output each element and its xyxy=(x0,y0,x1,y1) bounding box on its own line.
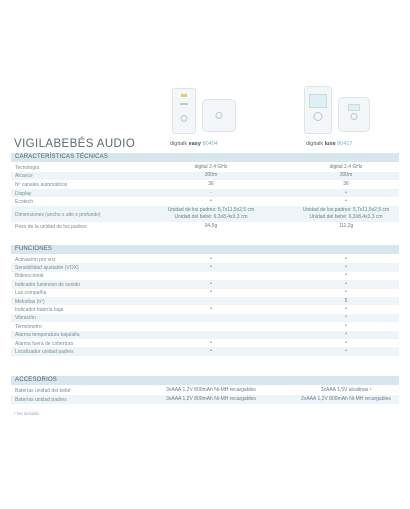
cell-value: • xyxy=(345,189,347,196)
table-row xyxy=(11,172,399,181)
cell-easy xyxy=(141,223,281,230)
row-label: Activación por voz xyxy=(15,256,56,263)
section-title: ACCESORIOS xyxy=(15,377,58,383)
cell-luxe xyxy=(273,281,410,288)
cell-easy xyxy=(141,387,281,394)
cell-easy xyxy=(141,348,281,355)
cell-value: Unidad de los padres: 5,7x11,5x2,5 cm xyxy=(167,207,255,213)
row-label: Alcance xyxy=(15,173,33,180)
cell-value: • xyxy=(345,198,347,205)
cell-value: 36 xyxy=(343,180,349,187)
row-label: Melodías (nº) xyxy=(15,298,45,305)
cell-value: • xyxy=(210,255,212,262)
cell-luxe xyxy=(273,272,410,279)
luxe-baby-unit-image xyxy=(338,97,370,132)
cell-value: 5 xyxy=(344,297,348,304)
cell-luxe xyxy=(273,172,410,179)
cell-value: Unidad del bebé: 6,3x8,4x3,3 cm xyxy=(174,214,248,220)
cell-easy xyxy=(141,172,281,179)
cell-luxe xyxy=(273,314,410,321)
luxe-parent-unit-image xyxy=(304,86,332,134)
table-row xyxy=(11,255,399,263)
cell-value: 111,2g xyxy=(338,222,354,229)
product-luxe-brand: digitalk xyxy=(306,141,324,147)
cell-value: 300m xyxy=(204,172,218,179)
page-title: VIGILABEBÉS AUDIO xyxy=(14,138,136,150)
section-title: FUNCIONES xyxy=(15,246,53,252)
cell-easy xyxy=(141,340,281,347)
cell-value: digital 2.4 GHz xyxy=(329,163,363,170)
cell-value: 94,5g xyxy=(204,222,218,229)
cell-value: 300m xyxy=(339,172,353,179)
cell-luxe xyxy=(273,387,410,394)
cell-value: • xyxy=(210,280,212,287)
product-easy-code: 80404 xyxy=(202,141,218,147)
row-label: Bidireccional xyxy=(15,273,44,280)
cell-easy xyxy=(141,396,281,403)
cell-luxe xyxy=(273,298,410,305)
cell-easy xyxy=(141,256,281,263)
cell-easy xyxy=(141,164,281,171)
cell-luxe xyxy=(273,396,410,403)
table-row xyxy=(11,272,399,280)
product-luxe-code: 80417 xyxy=(337,141,353,147)
row-label: Termómetro xyxy=(15,323,42,330)
cell-luxe xyxy=(273,340,410,347)
product-easy-brand: digitalk xyxy=(170,141,188,147)
row-label: Baterías unidad padres xyxy=(15,397,67,403)
cell-value: 2xAAA 1,2V 800mAh Ni-MH recargables xyxy=(301,396,391,402)
row-label: Indicador batería baja xyxy=(15,307,64,314)
cell-value: 36 xyxy=(208,180,214,187)
cell-luxe xyxy=(273,190,410,197)
cell-easy xyxy=(141,190,281,197)
product-luxe-name xyxy=(306,141,353,147)
cell-value: digital 2.4 GHz xyxy=(194,163,228,170)
product-luxe-model: luxe xyxy=(324,141,336,147)
row-label: Dimensiones (ancho x alto x profundo) xyxy=(15,211,101,218)
cell-value: • xyxy=(210,289,212,296)
table-row xyxy=(11,163,399,172)
cell-easy xyxy=(141,281,281,288)
table-row xyxy=(11,347,399,355)
table-row xyxy=(11,314,399,322)
row-label: Nº canales automáticos xyxy=(15,181,68,188)
section-header-tecnicas xyxy=(11,153,399,162)
table-row xyxy=(11,395,399,404)
cell-value: 3xAAA 1,2V 800mAh Ni-MH recargables xyxy=(166,396,256,402)
cell-luxe xyxy=(273,289,410,296)
cell-value: • xyxy=(210,264,212,271)
row-label: Sensibilidad ajustable (VOX) xyxy=(15,265,79,272)
cell-value: • xyxy=(210,339,212,346)
cell-value: 3xAAA 1,2V 800mAh Ni-MH recargables xyxy=(166,387,256,393)
cell-value: • xyxy=(345,272,347,279)
table-row xyxy=(11,322,399,330)
cell-value: - xyxy=(210,189,212,196)
row-label: Ecotech xyxy=(15,199,34,206)
cell-luxe xyxy=(273,306,410,313)
cell-luxe xyxy=(273,181,410,188)
cell-value: • xyxy=(345,348,347,355)
cell-luxe xyxy=(273,348,410,355)
section-header-accesorios xyxy=(11,376,399,385)
cell-value: 3xAAA 1,5V alcalinas ¹ xyxy=(320,387,372,393)
section-title: CARACTERÍSTICAS TÉCNICAS xyxy=(15,154,109,160)
cell-easy xyxy=(141,181,281,188)
cell-value: • xyxy=(345,264,347,271)
cell-easy xyxy=(141,198,281,205)
cell-luxe xyxy=(273,256,410,263)
cell-value: • xyxy=(210,306,212,313)
cell-value: • xyxy=(210,348,212,355)
cell-value: • xyxy=(345,289,347,296)
row-label: Vibración xyxy=(15,315,36,322)
cell-value: • xyxy=(345,314,347,321)
table-row xyxy=(11,197,399,206)
row-label: Baterías unidad del bebé xyxy=(15,388,71,394)
cell-luxe xyxy=(273,223,410,230)
cell-luxe xyxy=(273,331,410,338)
row-label: Tecnología xyxy=(15,164,40,171)
cell-easy xyxy=(141,289,281,296)
row-label: Indicador luminoso de sonido xyxy=(15,281,81,288)
row-label: Peso de la unidad de los padres xyxy=(15,223,87,230)
row-label: Alarma temperatura baja/alta xyxy=(15,332,80,339)
product-easy-model: easy xyxy=(188,141,201,147)
table-row xyxy=(11,280,399,288)
table-row xyxy=(11,331,399,339)
cell-easy xyxy=(141,264,281,271)
row-label: Alarma fuera de cobertura xyxy=(15,340,74,347)
cell-value: Unidad de los padres: 5,7x11,5x2,5 cm xyxy=(302,207,390,213)
easy-parent-unit-image xyxy=(172,88,196,134)
row-label: Localizador unidad padres xyxy=(15,349,74,356)
cell-value: Unidad del bebé: 6,3x8,4x3,3 cm xyxy=(309,214,383,220)
cell-easy xyxy=(141,306,281,313)
cell-value: • xyxy=(345,339,347,346)
table-row xyxy=(11,289,399,297)
table-row xyxy=(11,189,399,198)
table-row xyxy=(11,180,399,189)
table-row xyxy=(11,297,399,305)
cell-value: • xyxy=(345,306,347,313)
cell-value: • xyxy=(345,322,347,329)
cell-value: • xyxy=(345,255,347,262)
cell-luxe xyxy=(273,207,410,221)
cell-luxe xyxy=(273,264,410,271)
row-label: Display xyxy=(15,190,32,197)
cell-luxe xyxy=(273,164,410,171)
table-row xyxy=(11,263,399,271)
product-easy-name xyxy=(170,141,218,147)
footnote: ¹ No incluido xyxy=(14,411,40,416)
cell-easy xyxy=(141,207,281,221)
table-row xyxy=(11,206,399,222)
table-row xyxy=(11,305,399,313)
cell-value: • xyxy=(345,331,347,338)
cell-value: • xyxy=(210,198,212,205)
table-row xyxy=(11,339,399,347)
cell-luxe xyxy=(273,198,410,205)
table-row xyxy=(11,222,399,231)
row-label: Luz compañía xyxy=(15,290,47,297)
section-header-funciones xyxy=(11,245,399,254)
easy-baby-unit-image xyxy=(202,99,236,132)
cell-value: • xyxy=(345,280,347,287)
table-row xyxy=(11,386,399,395)
cell-luxe xyxy=(273,323,410,330)
